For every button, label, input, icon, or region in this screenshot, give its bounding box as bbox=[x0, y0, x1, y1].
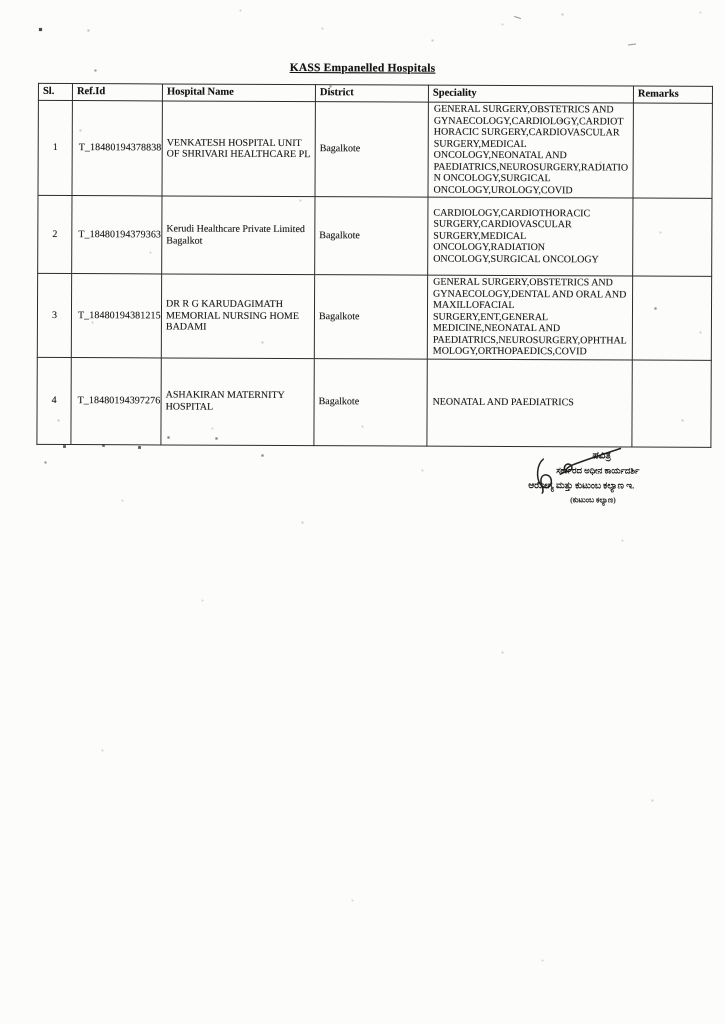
cell-remarks bbox=[633, 103, 712, 198]
cell-speciality: GENERAL SURGERY,OBSTETRICS AND GYNAECOLOGY,CARDIOLOGY,CARDIOTHORACIC SURGERY,CARDIOVASCULAR SURGERY,MEDICAL ONCOLOGY,NEONATAL AND PAEDIATRICS,NEUROSURGERY,RADIATION ONCOLOGY,SURGICAL ONCOLOGY,UROLOGY,COVID bbox=[428, 102, 633, 198]
cell-sl: 2 bbox=[38, 195, 72, 273]
cell-remarks bbox=[632, 276, 711, 360]
signatory-sub-text: (ಕುಟುಂಬ ಕಲ್ಯಾಣ) bbox=[570, 495, 616, 505]
cell-speciality: GENERAL SURGERY,OBSTETRICS AND GYNAECOLOGY,DENTAL AND ORAL AND MAXILLOFACIAL SURGERY,ENT,GENERAL MEDICINE,NEONATAL AND PAEDIATRICS,NEUROSURGERY,OPHTHALMOLOGY,ORTHOPAEDICS,COVID bbox=[427, 275, 632, 359]
page-title: KASS Empanelled Hospitals bbox=[289, 62, 436, 75]
column-header-hospital-name: Hospital Name bbox=[162, 84, 315, 102]
table-row bbox=[37, 273, 711, 359]
cell-ref-id: T_18480194379363 bbox=[72, 196, 162, 274]
cell-district: Bagalkote bbox=[314, 358, 427, 445]
cell-ref-id: T_18480194378838 bbox=[72, 101, 162, 196]
cell-district: Bagalkote bbox=[315, 197, 428, 275]
cell-ref-id: T_18480194397276 bbox=[71, 357, 161, 444]
hospitals-table bbox=[36, 83, 713, 447]
cell-sl: 4 bbox=[37, 357, 71, 444]
column-header-remarks: Remarks bbox=[633, 86, 712, 103]
cell-sl: 3 bbox=[37, 273, 71, 357]
table-row bbox=[37, 357, 711, 447]
cell-hospital-name: VENKATESH HOSPITAL UNIT OF SHRIVARI HEALTHCARE PL bbox=[162, 101, 315, 197]
cell-hospital-name: ASHAKIRAN MATERNITY HOSPITAL bbox=[161, 357, 314, 445]
cell-hospital-name: Kerudi Healthcare Private Limited Bagalkot bbox=[162, 196, 315, 275]
cell-speciality: CARDIOLOGY,CARDIOTHORACIC SURGERY,CARDIOVASCULAR SURGERY,MEDICAL ONCOLOGY,RADIATION ONCOLOGY,SURGICAL ONCOLOGY bbox=[428, 197, 633, 276]
signatory-designation: ಸರ್ಕಾರದ ಅಧೀನ ಕಾರ್ಯದರ್ಶಿ bbox=[556, 465, 640, 476]
column-header-speciality: Speciality bbox=[428, 85, 633, 103]
signatory-name: ಪವಿತ್ರ bbox=[592, 450, 611, 462]
signatory-department: ಆರೋಗ್ಯ ಮತ್ತು ಕುಟುಂಬ ಕಲ್ಯಾಣ ಇ. bbox=[528, 480, 635, 491]
cell-hospital-name: DR R G KARUDAGIMATH MEMORIAL NURSING HOME BADAMI bbox=[161, 274, 314, 358]
cell-speciality: NEONATAL AND PAEDIATRICS bbox=[427, 359, 632, 447]
cell-remarks bbox=[633, 198, 712, 276]
column-header-district: District bbox=[315, 85, 428, 102]
cell-sl: 1 bbox=[38, 100, 72, 195]
signature-block bbox=[518, 442, 708, 523]
cell-remarks bbox=[632, 359, 711, 446]
cell-ref-id: T_18480194381215 bbox=[71, 274, 161, 358]
table-row bbox=[38, 100, 712, 198]
column-header-ref-id: Ref.Id bbox=[72, 84, 162, 101]
cell-district: Bagalkote bbox=[315, 102, 428, 197]
table-row bbox=[38, 195, 712, 276]
cell-district: Bagalkote bbox=[314, 275, 427, 359]
column-header-sl: Sl. bbox=[38, 83, 72, 100]
